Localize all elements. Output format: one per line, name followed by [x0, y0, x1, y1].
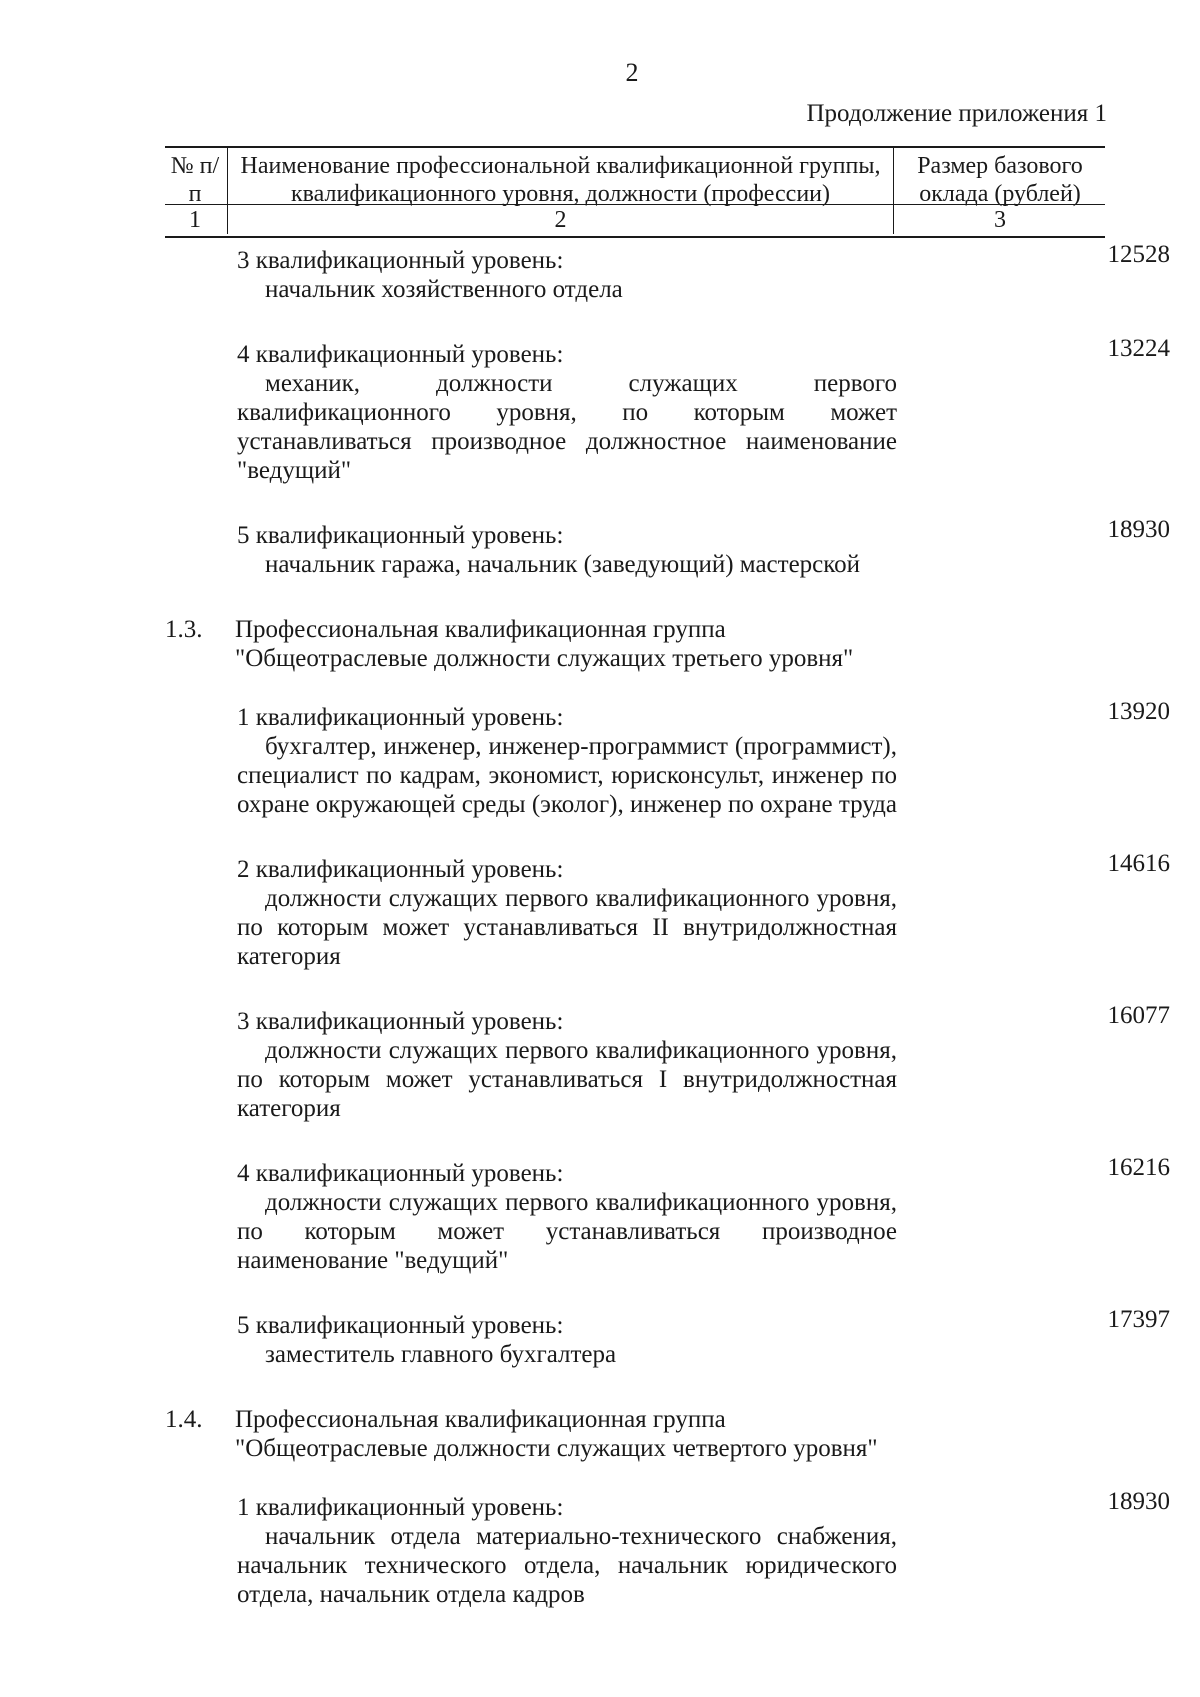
level-heading: 1 квалификационный уровень:: [237, 1494, 564, 1521]
header-col-salary-index: 3: [994, 207, 1006, 233]
header-col-number-index: 1: [189, 207, 201, 233]
header-col-name-title: Наименование профессиональной квалификационной группы, квалификационного уровня, должности (профессии): [240, 153, 881, 207]
level-heading: 4 квалификационный уровень:: [237, 341, 564, 368]
salary-amount: 13224: [1107, 335, 1170, 362]
qualification-level: [237, 1002, 1170, 1123]
qualification-level: [237, 241, 1170, 304]
level-positions: начальник отдела материально-технического снабжения, начальник технического отдела, начальник юридического отдела, начальник отдела кадров: [237, 1523, 897, 1608]
continuation-label: Продолжение приложения 1: [806, 100, 1107, 127]
group-title: Профессиональная квалификационная группа "Общеотраслевые должности служащих четвертого уровня": [235, 1406, 878, 1462]
qualification-level: [237, 850, 1170, 971]
salary-amount: 18930: [1107, 1488, 1170, 1515]
salary-amount: 18930: [1107, 516, 1170, 543]
level-positions: механик, должности служащих первого квалификационного уровня, по которым может устанавливаться производное должностное наименование "ведущий": [237, 370, 897, 484]
level-heading: 4 квалификационный уровень:: [237, 1160, 564, 1187]
level-heading: 3 квалификационный уровень:: [237, 1008, 564, 1035]
qualification-level: [237, 1306, 1170, 1369]
header-col-name-index: 2: [554, 207, 567, 233]
group-number: 1.3.: [165, 616, 203, 643]
level-positions: должности служащих первого квалификационного уровня, по которым может устанавливаться производное наименование "ведущий": [237, 1189, 897, 1274]
page-number: 2: [625, 58, 639, 87]
salary-amount: 17397: [1107, 1306, 1170, 1333]
table-header: [165, 146, 1105, 238]
group-heading: [165, 1405, 1110, 1463]
level-positions: должности служащих первого квалификационного уровня, по которым может устанавливаться I внутридолжностная категория: [237, 1037, 897, 1122]
group-title: Профессиональная квалификационная группа "Общеотраслевые должности служащих третьего уровня": [235, 616, 854, 672]
group-number: 1.4.: [165, 1406, 203, 1433]
level-heading: 1 квалификационный уровень:: [237, 704, 564, 731]
level-positions: должности служащих первого квалификационного уровня, по которым может устанавливаться II внутридолжностная категория: [237, 885, 897, 970]
qualification-level: [237, 516, 1170, 579]
salary-amount: 14616: [1107, 850, 1170, 877]
level-heading: 3 квалификационный уровень:: [237, 247, 564, 274]
level-positions: начальник гаража, начальник (заведующий) мастерской: [265, 551, 861, 578]
level-positions: бухгалтер, инженер, инженер-программист (программист), специалист по кадрам, экономист, юрисконсульт, инженер по охране окружающей среды (эколог), инженер по охране труда: [237, 733, 897, 818]
salary-amount: 13920: [1107, 698, 1170, 725]
salary-amount: 16077: [1107, 1002, 1170, 1029]
qualification-level: [237, 698, 1170, 819]
header-col-name: [227, 148, 894, 234]
qualification-level: [237, 335, 1170, 485]
level-heading: 5 квалификационный уровень:: [237, 1312, 564, 1339]
level-positions: заместитель главного бухгалтера: [265, 1341, 617, 1368]
level-heading: 2 квалификационный уровень:: [237, 856, 564, 883]
level-positions: начальник хозяйственного отдела: [265, 276, 623, 303]
header-col-salary-title: Размер базового оклада (рублей): [917, 153, 1083, 207]
table-body: [165, 241, 1170, 1645]
qualification-level: [237, 1154, 1170, 1275]
level-heading: 5 квалификационный уровень:: [237, 522, 564, 549]
header-col-number-title: № п/п: [170, 153, 220, 207]
salary-amount: 12528: [1107, 241, 1170, 268]
group-heading: [165, 615, 1110, 673]
salary-amount: 16216: [1107, 1154, 1170, 1181]
qualification-level: [237, 1488, 1170, 1609]
